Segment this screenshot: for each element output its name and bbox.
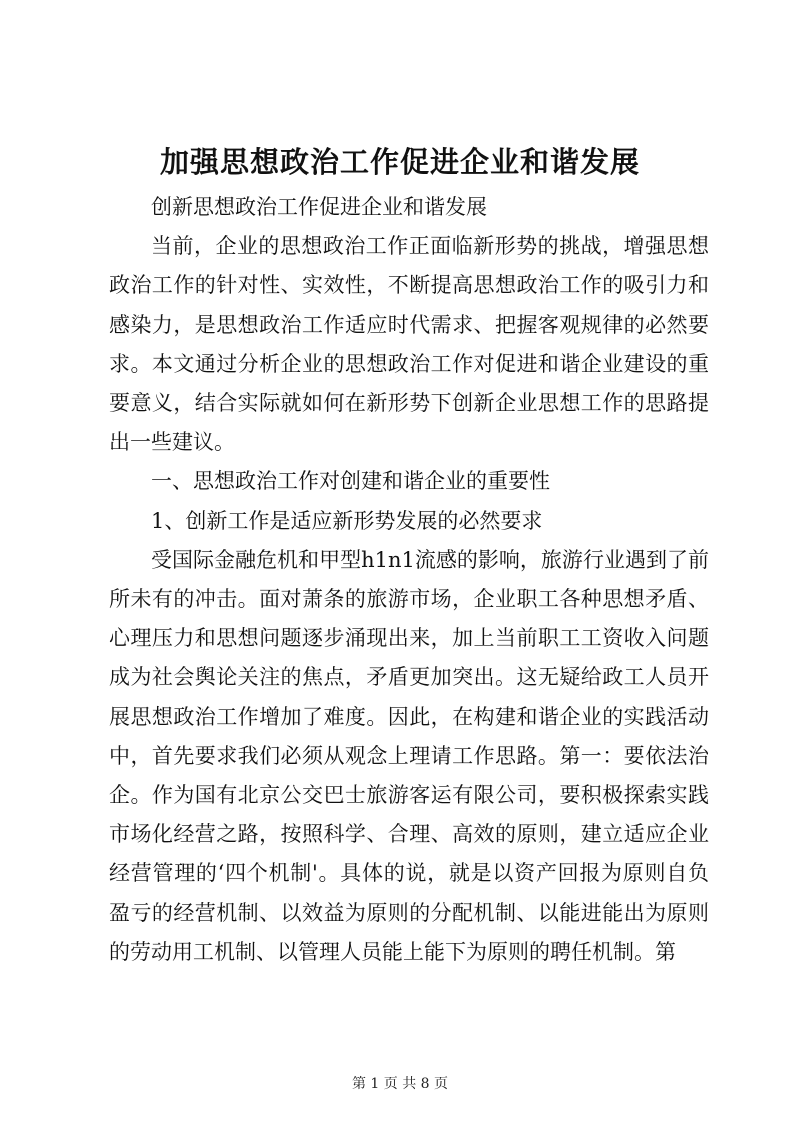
section-heading: 一、思想政治工作对创建和谐企业的重要性 — [151, 469, 550, 494]
subtitle-paragraph: 创新思想政治工作促进企业和谐发展 — [151, 195, 487, 219]
document-body — [109, 188, 709, 972]
intro-paragraph: 当前，企业的思想政治工作正面临新形势的挑战，增强思想政治工作的针对性、实效性，不断提高思想政治工作的吸引力和感染力，是思想政治工作适应时代需求、把握客观规律的必然要求。本文通过分析企业的思想政治工作对促进和谐企业建设的重要意义，结合实际就如何在新形势下创新企业思想工作的思路提出一些建议。 — [109, 234, 709, 455]
body-paragraph: 受国际金融危机和甲型h1n1流感的影响，旅游行业遇到了前所未有的冲击。面对萧条的旅游市场，企业职工各种思想矛盾、心理压力和思想问题逐步涌现出来，加上当前职工工资收入问题成为社会舆论关注的焦点，矛盾更加突出。这无疑给政工人员开展思想政治工作增加了难度。因此，在构建和谐企业的实践活动中，首先要求我们必须从观念上理请工作思路。第一：要依法治企。作为国有北京公交巴士旅游客运有限公司，要积极探索实践市场化经营之路，按照科学、合理、高效的原则，建立适应企业经营管理的‘四个机制'。具体的说，就是以资产回报为原则自负盈亏的经营机制、以效益为原则的分配机制、以能进能出为原则的劳动用工机制、以管理人员能上能下为原则的聘任机制。第 — [109, 547, 709, 964]
document-title: 加强思想政治工作促进企业和谐发展 — [159, 145, 640, 179]
page-number-footer: 第 1 页 共 8 页 — [351, 1076, 449, 1092]
subsection-heading: 1、创新工作是适应新形势发展的必然要求 — [151, 508, 543, 533]
